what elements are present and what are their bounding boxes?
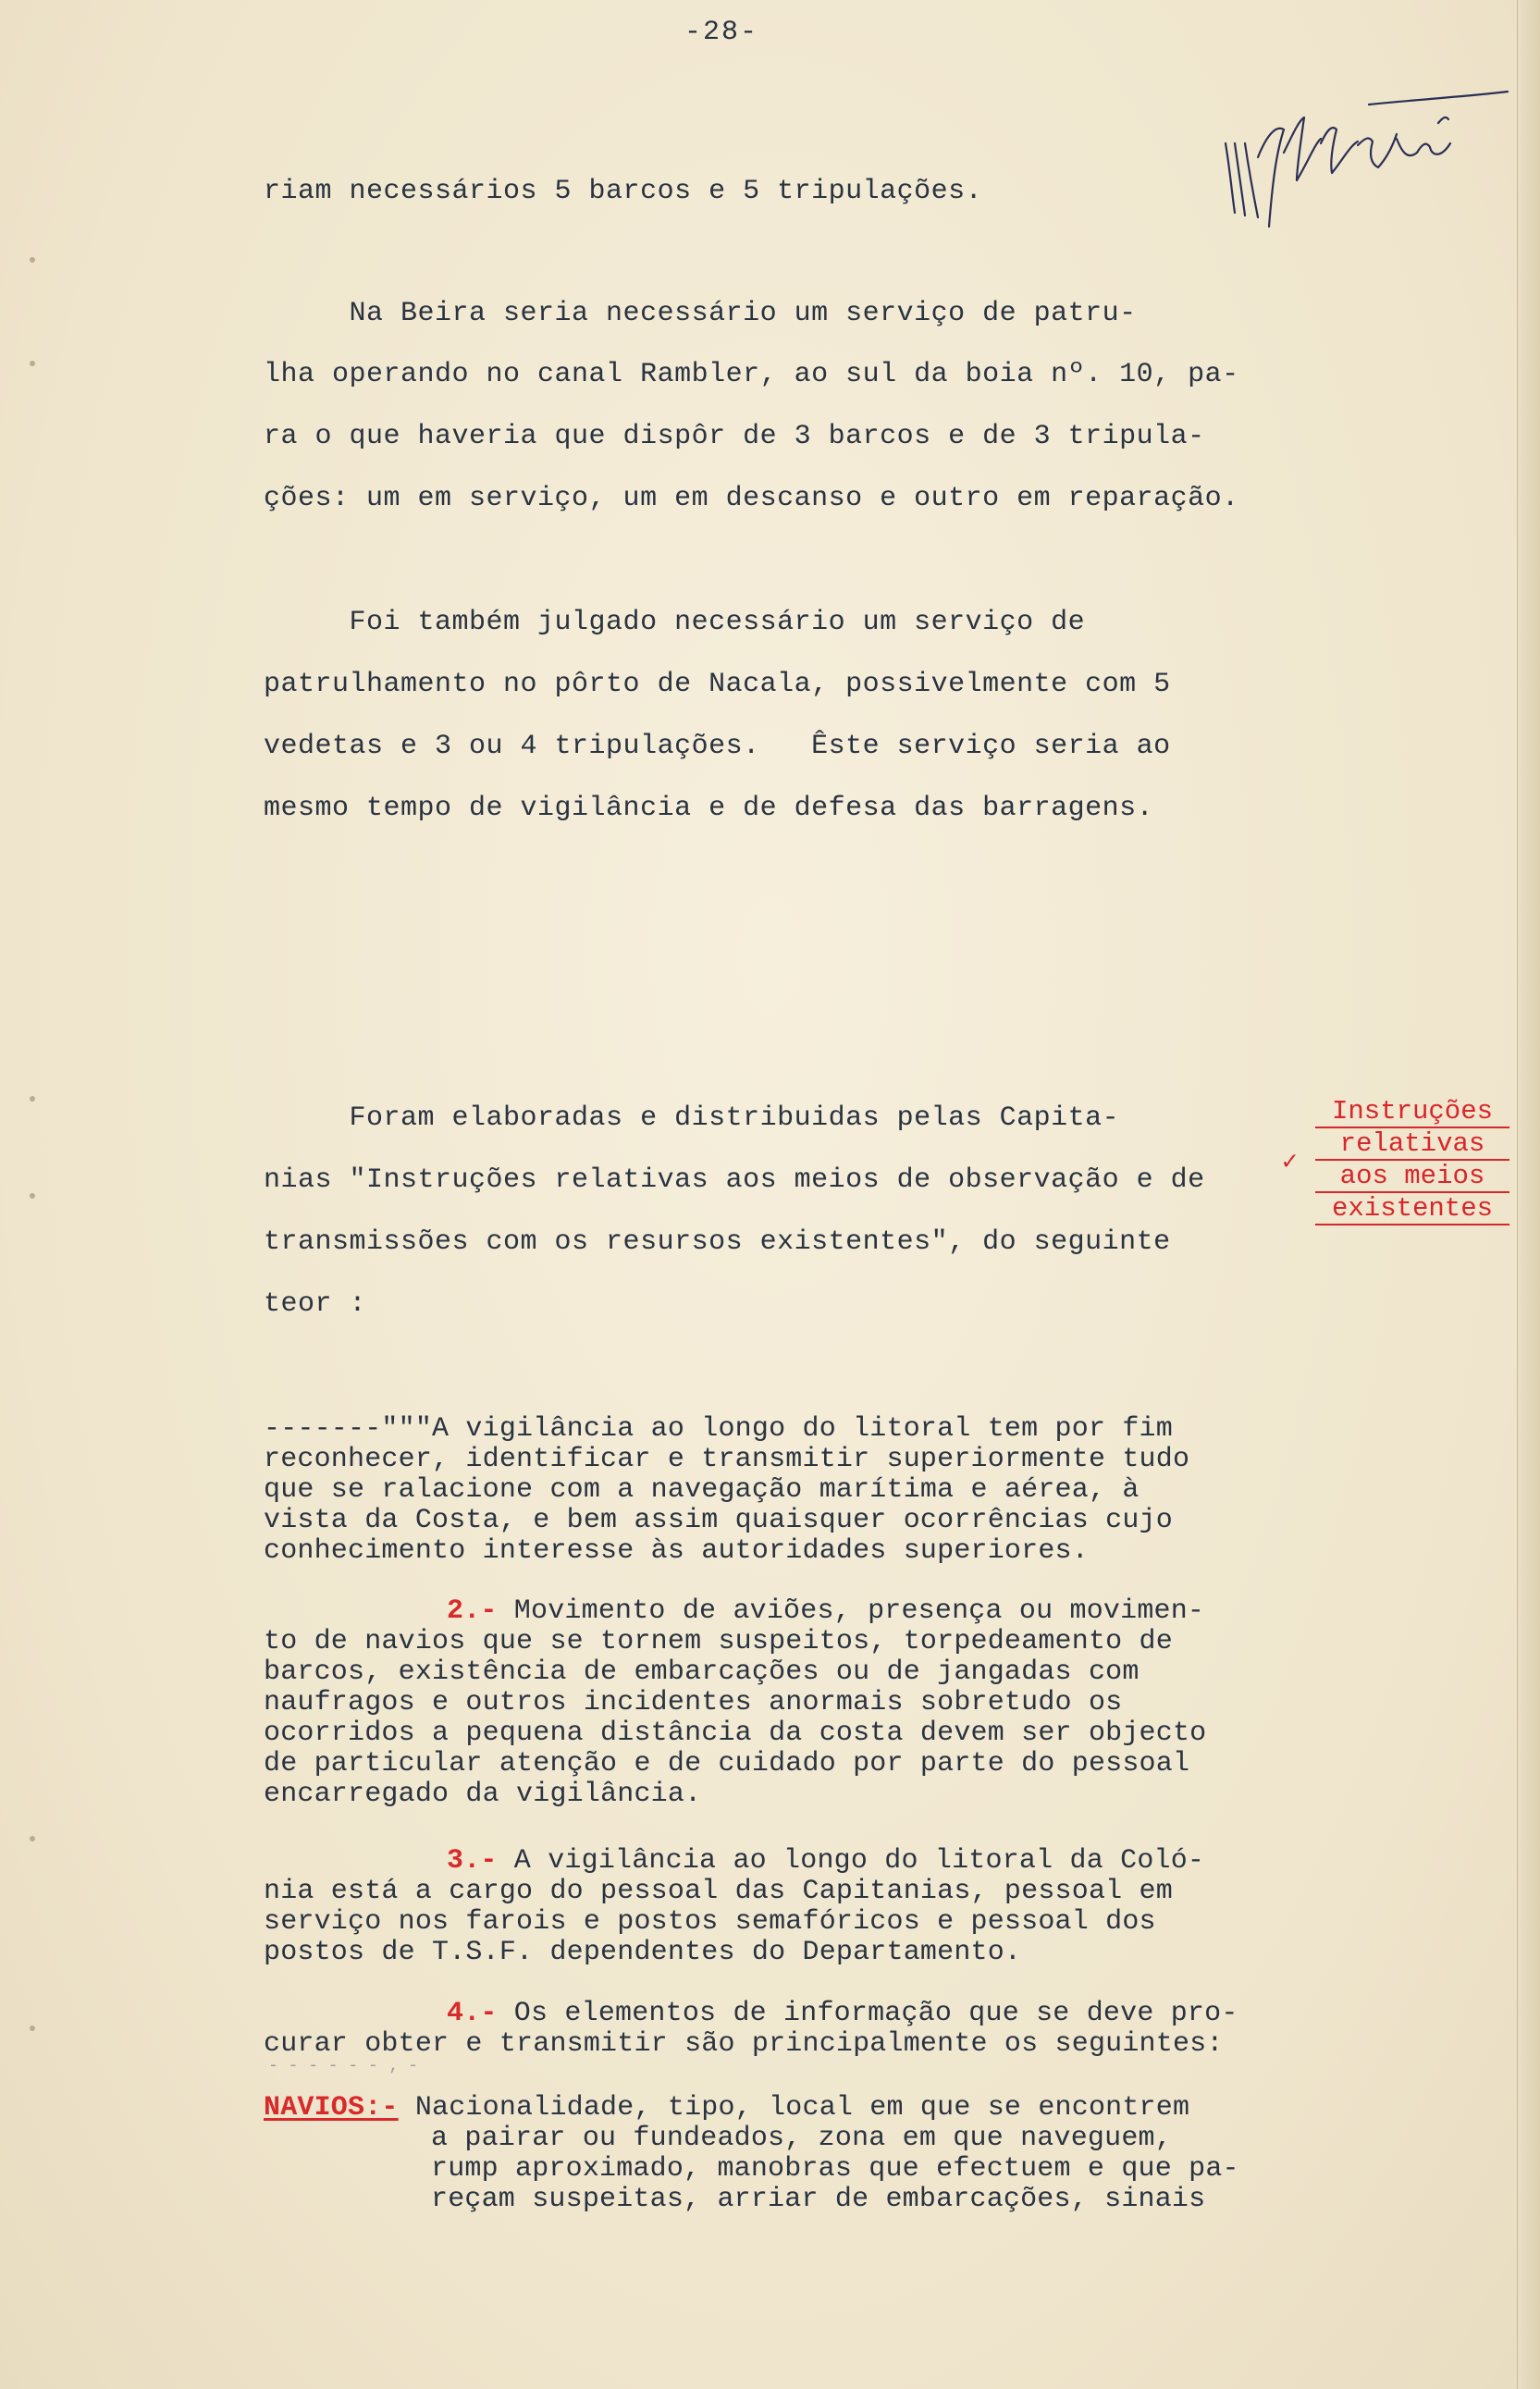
margin-note-line: aos meios xyxy=(1315,1161,1509,1193)
instruction-line: ocorridos a pequena distância da costa devem ser objecto xyxy=(264,1718,1207,1749)
instruction-line: postos de T.S.F. dependentes do Departamento. xyxy=(264,1937,1022,1968)
instruction-line: serviço nos farois e postos semafóricos e pessoal dos xyxy=(264,1906,1156,1938)
instruction-line xyxy=(264,2092,1189,2124)
navios-label: NAVIOS:- xyxy=(264,2092,399,2124)
margin-note-line: existentes xyxy=(1315,1193,1509,1225)
instruction-line: rump aproximado, manobras que efectuem e que pa- xyxy=(431,2153,1239,2185)
instruction-line: -------"""A vigilância ao longo do litoral tem por fim xyxy=(264,1413,1173,1445)
instruction-line: conhecimento interesse às autoridades superiores. xyxy=(264,1535,1089,1567)
instruction-line: de particular atenção e de cuidado por parte do pessoal xyxy=(264,1748,1190,1779)
body-line: patrulhamento no pôrto de Nacala, possivelmente com 5 xyxy=(264,669,1171,700)
pencil-underline: - - - - - - ‚ - xyxy=(268,2057,419,2075)
instruction-line: que se ralacione com a navegação marítima e aérea, à xyxy=(264,1474,1140,1506)
body-line: Na Beira seria necessário um serviço de patru- xyxy=(264,298,1137,329)
instruction-line: vista da Costa, e bem assim quaisquer ocorrências cujo xyxy=(264,1505,1173,1536)
instruction-line: curar obter e transmitir são principalmente os seguintes: xyxy=(264,2028,1224,2060)
binding-hole xyxy=(30,1096,35,1102)
instruction-line xyxy=(447,1595,1204,1627)
body-line: ra o que haveria que dispôr de 3 barcos e de 3 tripula- xyxy=(264,421,1205,452)
binding-hole xyxy=(30,257,35,263)
instruction-text: A vigilância ao longo do litoral da Coló- xyxy=(497,1845,1205,1877)
body-line: transmissões com os resursos existentes", do seguinte xyxy=(264,1226,1171,1258)
instruction-line: a pairar ou fundeados, zona em que naveguem, xyxy=(431,2123,1172,2154)
body-line: Foi também julgado necessário um serviço de xyxy=(264,607,1086,638)
body-line: Foram elaboradas e distribuidas pelas Capita- xyxy=(264,1102,1120,1134)
instruction-text: Movimento de aviões, presença ou movimen- xyxy=(497,1595,1205,1627)
instruction-text: Nacionalidade, tipo, local em que se encontrem xyxy=(398,2092,1190,2124)
instruction-line: nia está a cargo do pessoal das Capitanias, pessoal em xyxy=(264,1876,1173,1907)
body-line: ções: um em serviço, um em descanso e outro em reparação. xyxy=(264,483,1239,514)
body-line: mesmo tempo de vigilância e de defesa das barragens. xyxy=(264,793,1154,824)
paragraph-number: 3.- xyxy=(447,1845,498,1877)
instruction-line: to de navios que se tornem suspeitos, torpedeamento de xyxy=(264,1626,1173,1657)
instruction-text: Os elementos de informação que se deve pro- xyxy=(497,1998,1238,2029)
binding-hole xyxy=(30,1836,35,1841)
margin-checkmark: ✓ xyxy=(1282,1149,1298,1177)
margin-note xyxy=(1315,1096,1509,1225)
signature xyxy=(1212,88,1517,236)
instruction-line: naufragos e outros incidentes anormais sobretudo os xyxy=(264,1687,1123,1718)
body-line: teor : xyxy=(264,1288,367,1320)
paragraph-number: 4.- xyxy=(447,1998,498,2029)
binding-hole xyxy=(30,1193,35,1199)
body-line: vedetas e 3 ou 4 tripulações. Êste serviço seria ao xyxy=(264,731,1171,762)
instruction-line: barcos, existência de embarcações ou de jangadas com xyxy=(264,1656,1140,1688)
paragraph-number: 2.- xyxy=(447,1595,498,1627)
margin-note-line: relativas xyxy=(1315,1128,1509,1161)
instruction-line: reconhecer, identificar e transmitir superiormente tudo xyxy=(264,1444,1190,1475)
instruction-line: encarregado da vigilância. xyxy=(264,1779,702,1810)
margin-note-line: Instruções xyxy=(1315,1096,1509,1128)
binding-hole xyxy=(30,2026,35,2031)
instruction-line xyxy=(447,1998,1238,2029)
body-line: lha operando no canal Rambler, ao sul da boia nº. 10, pa- xyxy=(264,359,1239,390)
binding-hole xyxy=(30,361,35,366)
body-line: riam necessários 5 barcos e 5 tripulações. xyxy=(264,176,983,207)
page-number: -28- xyxy=(684,17,759,48)
instruction-line: reçam suspeitas, arriar de embarcações, sinais xyxy=(431,2184,1206,2215)
paper-edge xyxy=(1517,0,1540,2389)
body-line: nias "Instruções relativas aos meios de observação e de xyxy=(264,1164,1205,1196)
instruction-line xyxy=(447,1845,1204,1877)
